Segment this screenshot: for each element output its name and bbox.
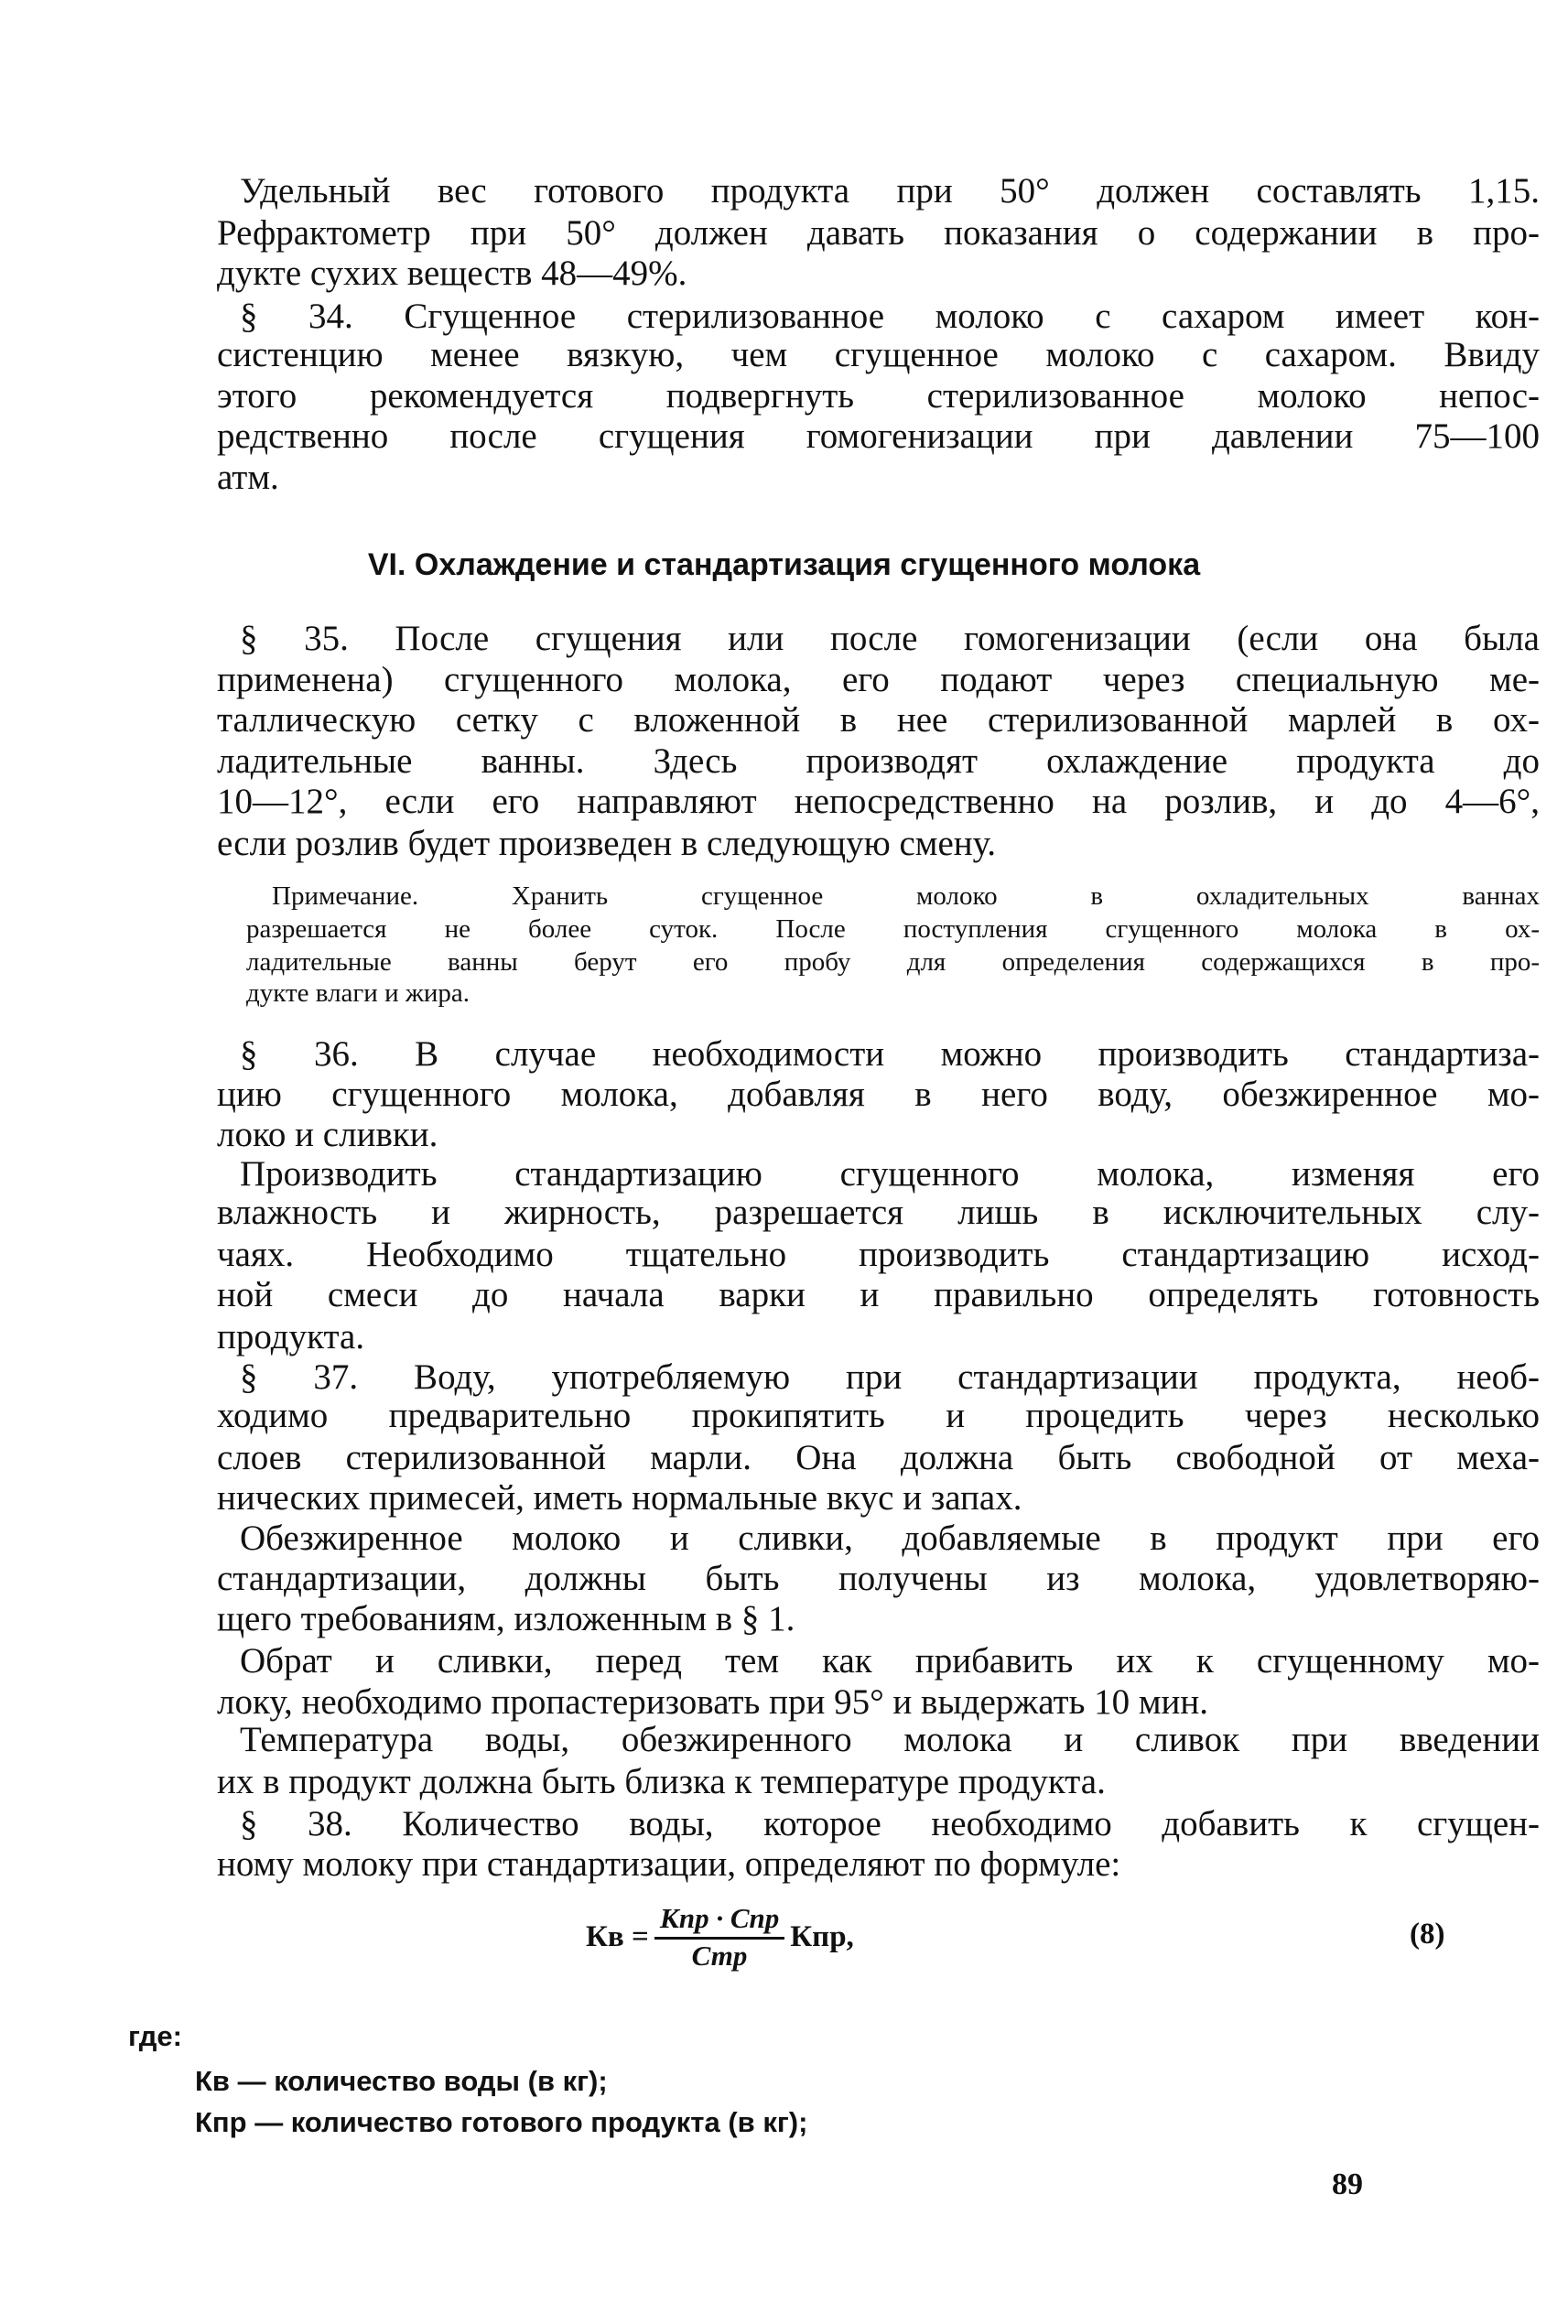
p-38-line: ному молоку при стандартизации, определяют по формуле: [217,1844,1121,1884]
formula-denominator: Стр [691,1940,748,1972]
formula-fraction [654,1902,784,1973]
p-34-line: § 34. Сгущенное стерилизованное молоко с сахаром имеет кон- [240,297,1540,336]
p-34-line: этого рекомендуется подвергнуть стерилизованное молоко непос- [217,376,1540,416]
section-heading: VI. Охлаждение и стандартизация сгущенного молока [367,547,1201,582]
p-37-line: нических примесей, иметь нормальные вкус и запах. [217,1478,1022,1518]
p-35-line: 10—12°, если его направляют непосредственно на розлив, и до 4—6°, [217,782,1540,821]
equation-number: (8) [1410,1918,1445,1951]
where-label: где: [128,2020,182,2052]
p-35-line: применена) сгущенного молока, его подают через специальную ме- [217,660,1540,699]
definition-kpr: Кпр — количество готового продукта (в кг); [195,2106,808,2138]
p-35-line: если розлив будет произведен в следующую смену. [217,824,996,863]
p-standardization-line: Производить стандартизацию сгущенного молока, изменяя его [240,1154,1540,1194]
p-37-line: слоев стерилизованной марли. Она должна быть свободной от меха- [217,1438,1540,1477]
p-38-line: § 38. Количество воды, которое необходимо добавить к сгущен- [240,1804,1540,1843]
formula-rhs: Кпр, [790,1920,854,1953]
p-37-line: ходимо предварительно прокипятить и процедить через несколько [217,1396,1540,1435]
formula [586,1902,854,1973]
p-36-line: § 36. В случае необходимости можно производить стандартиза- [240,1034,1540,1074]
p-standardization-line: продукта. [217,1317,365,1357]
definition-kv: Кв — количество воды (в кг); [195,2065,608,2097]
p-35-line: ладительные ванны. Здесь производят охлаждение продукта до [217,741,1540,781]
p-obrat-line: локу, необходимо пропастеризовать при 95° и выдержать 10 мин. [217,1682,1209,1722]
p-skim-line: стандартизации, должны быть получены из молока, удовлетворяю- [217,1559,1540,1598]
p-34-line: редственно после сгущения гомогенизации при давлении 75—100 [217,416,1540,456]
p-specific-gravity-line: дукте сухих веществ 48—49%. [217,254,687,293]
note-line: ладительные ванны берут его пробу для определения содержащихся в про- [246,947,1540,977]
p-standardization-line: ной смеси до начала варки и правильно определять готовность [217,1275,1540,1314]
p-temp-line: Температура воды, обезжиренного молока и сливок при введении [240,1720,1540,1759]
note-line: разрешается не более суток. После поступления сгущенного молока в ох- [246,914,1540,944]
p-temp-line: их в продукт должна быть близка к температуре продукта. [217,1762,1106,1801]
p-35-line: § 35. После сгущения или после гомогенизации (если она была [240,619,1540,658]
note-line: Примечание. Хранить сгущенное молоко в охладительных ваннах [272,881,1540,911]
page-number: 89 [1332,2167,1363,2201]
p-obrat-line: Обрат и сливки, перед тем как прибавить их к сгущенному мо- [240,1641,1540,1681]
p-35-line: таллическую сетку с вложенной в нее стерилизованной марлей в ох- [217,700,1540,740]
p-standardization-line: чаях. Необходимо тщательно производить стандартизацию исход- [217,1235,1540,1274]
p-34-line: систенцию менее вязкую, чем сгущенное молоко с сахаром. Ввиду [217,335,1540,374]
formula-numerator: Кпр · Спр [654,1902,784,1940]
p-36-line: локо и сливки. [217,1115,438,1154]
note-line: дукте влаги и жира. [246,978,470,1008]
p-34-line: атм. [217,458,279,497]
p-37-line: § 37. Воду, употребляемую при стандартизации продукта, необ- [240,1357,1540,1397]
p-specific-gravity-line: Удельный вес готового продукта при 50° должен составлять 1,15. [240,171,1540,211]
p-specific-gravity-line: Рефрактометр при 50° должен давать показания о содержании в про- [217,213,1540,253]
p-36-line: цию сгущенного молока, добавляя в него воду, обезжиренное мо- [217,1075,1540,1114]
p-skim-line: Обезжиренное молоко и сливки, добавляемые в продукт при его [240,1519,1540,1558]
formula-lhs: Кв = [586,1920,649,1953]
p-skim-line: щего требованиям, изложенным в § 1. [217,1599,795,1638]
p-standardization-line: влажность и жирность, разрешается лишь в исключительных слу- [217,1193,1540,1232]
